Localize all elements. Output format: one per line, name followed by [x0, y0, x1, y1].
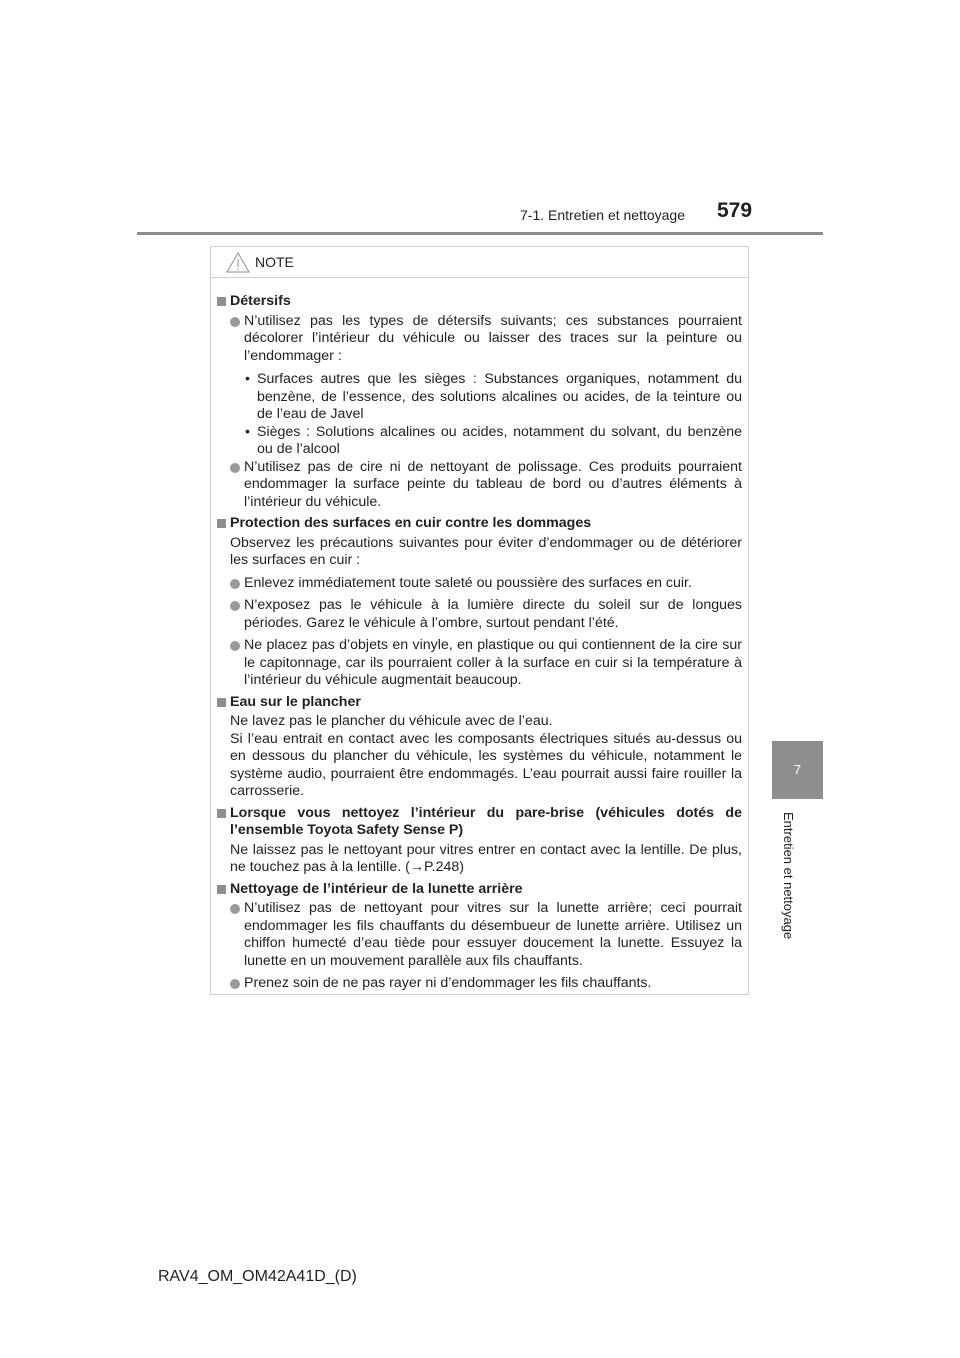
- chapter-label: Entretien et nettoyage: [781, 812, 796, 940]
- section-lunette-arriere: [217, 881, 742, 993]
- square-bullet-icon: [217, 519, 226, 528]
- section-intro: Observez les précautions suivantes pour éviter d’endommager ou de détériorer les surfaces en cuir :: [230, 534, 742, 568]
- square-bullet-icon: [217, 885, 226, 894]
- section-title: Eau sur le plancher: [217, 694, 742, 712]
- note-body: [211, 278, 748, 993]
- section-line: Si l’eau entrait en contact avec les composants électriques situés au-dessus ou en dessous du plancher du véhicule, les systèmes du véhicule, notamment le système audio, pourraient être endommagés. L’eau pourrait aussi faire rouiller la carrosserie.: [230, 730, 742, 799]
- chapter-tab: 7: [772, 741, 823, 799]
- round-bullet-icon: [230, 904, 240, 914]
- header-section-title: 7-1. Entretien et nettoyage: [520, 207, 685, 223]
- section-title: Nettoyage de l’intérieur de la lunette arrière: [217, 881, 742, 899]
- document-code: RAV4_OM_OM42A41D_(D): [158, 1268, 357, 1285]
- section-title: Détersifs: [217, 293, 742, 311]
- section-pare-brise: [217, 805, 742, 877]
- note-box: [210, 246, 749, 995]
- square-bullet-icon: [217, 809, 226, 818]
- round-bullet-icon: [230, 579, 240, 589]
- section-cuir: [217, 515, 742, 690]
- sub-item: • Surfaces autres que les sièges : Substances organiques, notamment du benzène, de l’essence, des solutions alcalines ou acides, de la teinture ou de l’eau de Javel: [245, 371, 742, 422]
- dot-bullet-icon: •: [245, 423, 250, 440]
- section-title: Lorsque vous nettoyez l’intérieur du pare-brise (véhicules dotés de l’ensemble Toyota Safety Sense P): [217, 805, 742, 840]
- round-bullet-icon: [230, 979, 240, 989]
- section-intro: Ne laissez pas le nettoyant pour vitres entrer en contact avec la lentille. De plus, ne touchez pas à la lentille. (→P.248): [230, 841, 742, 875]
- bullet-item: Ne placez pas d’objets en vinyle, en plastique ou qui contiennent de la cire sur le capitonnage, car ils pourraient coller à la surface en cuir si la température à l’intérieur du véhicule augmentait beaucoup.: [217, 637, 742, 690]
- section-title: Protection des surfaces en cuir contre les dommages: [217, 515, 742, 533]
- bullet-item: Enlevez immédiatement toute saleté ou poussière des surfaces en cuir.: [217, 575, 742, 593]
- warning-triangle-icon: [226, 252, 250, 273]
- round-bullet-icon: [230, 463, 240, 473]
- header-divider: [137, 232, 823, 235]
- note-header: [211, 247, 748, 278]
- round-bullet-icon: [230, 641, 240, 651]
- square-bullet-icon: [217, 698, 226, 707]
- note-title: NOTE: [255, 254, 294, 270]
- bullet-item: N’utilisez pas de cire ni de nettoyant de polissage. Ces produits pourraient endommager la surface peinte du tableau de bord ou d’autres éléments à l’intérieur du véhicule.: [217, 459, 742, 512]
- bullet-item: N’utilisez pas de nettoyant pour vitres sur la lunette arrière; ceci pourrait endommager les fils chauffants du désembueur de lunette arrière. Utilisez un chiffon humecté d’eau tiède pour essuyer doucement la lunette. Essuyez la lunette en un mouvement parallèle aux fils chauffants.: [217, 900, 742, 970]
- round-bullet-icon: [230, 317, 240, 327]
- section-detersifs: [217, 293, 742, 511]
- bullet-item: N’utilisez pas les types de détersifs suivants; ces substances pourraient décolorer l’intérieur du véhicule ou laisser des traces sur la peinture ou l’endommager :: [217, 313, 742, 366]
- square-bullet-icon: [217, 297, 226, 306]
- round-bullet-icon: [230, 601, 240, 611]
- dot-bullet-icon: •: [245, 371, 250, 387]
- section-eau-plancher: [217, 694, 742, 801]
- page-number: 579: [717, 199, 753, 222]
- section-line: Ne lavez pas le plancher du véhicule avec de l’eau.: [230, 713, 553, 729]
- bullet-item: Prenez soin de ne pas rayer ni d’endommager les fils chauffants.: [217, 975, 742, 993]
- sub-item: • Sièges : Solutions alcalines ou acides, notamment du solvant, du benzène ou de l’alcool: [245, 423, 742, 457]
- bullet-item: N’exposez pas le véhicule à la lumière directe du soleil sur de longues périodes. Garez le véhicule à l’ombre, surtout pendant l’été.: [217, 597, 742, 632]
